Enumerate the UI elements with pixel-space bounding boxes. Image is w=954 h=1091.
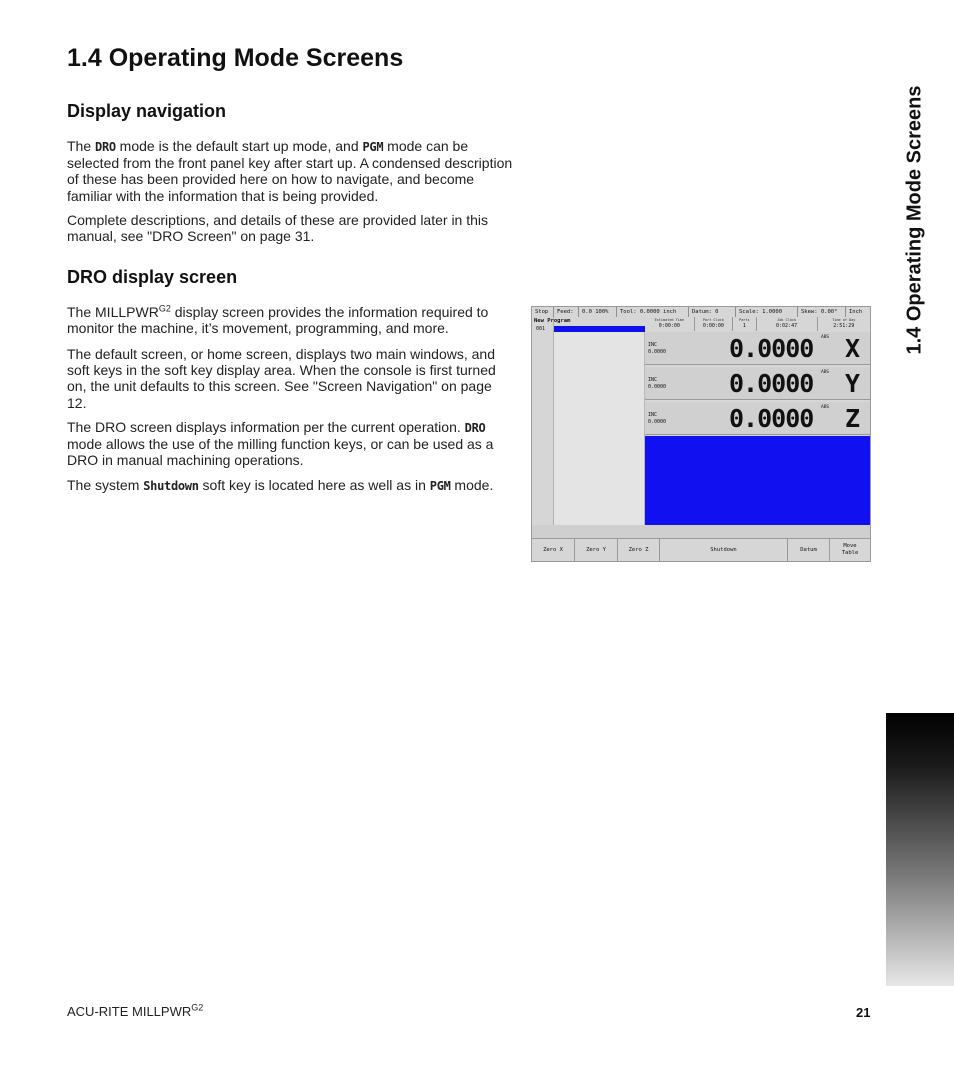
- info-job-clock: Job Clock 0:02:47: [757, 317, 818, 331]
- softkey-datum[interactable]: Datum: [788, 539, 830, 561]
- status-feed-value: 0.0 100%: [579, 307, 617, 317]
- status-stop: Stop: [532, 307, 554, 317]
- pgm-keyword: PGM: [429, 479, 451, 493]
- softkey-move-table[interactable]: Move Table: [841, 543, 859, 556]
- axis-value-x: 0.0000: [729, 334, 814, 363]
- dro-paragraph-3: The DRO screen displays information per the current operation. DRO mode allows the use of the milling function keys, or can be used as a DRO in manual machining operations.: [67, 419, 494, 469]
- nav-paragraph-2: Complete descriptions, and details of these are provided later in this manual, see "DRO Screen" on page 31.: [67, 212, 489, 245]
- status-feed-label: Feed:: [554, 307, 579, 317]
- status-skew: Skew: 0.00°: [798, 307, 846, 317]
- graphics-window: [645, 436, 870, 525]
- program-line-number: 001: [536, 326, 546, 332]
- info-bar: [645, 317, 870, 331]
- axis-letter-y: Y: [845, 369, 861, 398]
- program-line-column: [532, 317, 554, 525]
- section-title: 1.4 Operating Mode Screens: [67, 44, 404, 72]
- inc-display-y: INC 0.0000: [648, 377, 667, 390]
- dro-paragraph-4: The system Shutdown soft key is located here as well as in PGM mode.: [67, 477, 494, 493]
- nav-paragraph-1: The DRO mode is the default start up mode, and PGM mode can be selected from the front panel key after start up. A condensed description of these has been provided here on how to navigate, and become familiar with the information that is being provided.: [67, 138, 513, 204]
- display-navigation-heading: Display navigation: [67, 101, 227, 121]
- softkey-zero-y[interactable]: Zero Y: [575, 539, 618, 561]
- dro-display-screen-heading: DRO display screen: [67, 267, 238, 287]
- dro-paragraph-1: The $MILLPWR^{G2}$ display screen provides the information required to monitor the machine, it’s movement, programming, and more.: [67, 303, 489, 337]
- inc-display-z: INC 0.0000: [648, 412, 667, 425]
- shutdown-keyword: Shutdown: [143, 479, 199, 493]
- softkey-zero-x[interactable]: Zero X: [532, 539, 575, 561]
- axis-row-z: [645, 402, 870, 435]
- footer-product: ACU-RITE $MILLPWR^{G2}$: [67, 1002, 204, 1019]
- softkey-separator: [532, 525, 870, 538]
- axis-value-z: 0.0000: [729, 404, 814, 433]
- info-part-clock: Part Clock 0:00:00: [695, 317, 733, 331]
- program-title: New Program: [534, 318, 571, 324]
- softkey-bar: [532, 538, 870, 561]
- abs-label-z: ABS: [821, 405, 830, 410]
- softkey-shutdown[interactable]: Shutdown: [660, 539, 788, 561]
- status-bar: [532, 307, 870, 317]
- axis-row-y: [645, 367, 870, 400]
- status-datum: Datum: 0: [689, 307, 736, 317]
- info-parts: Parts 1: [733, 317, 756, 331]
- page-number: 21: [856, 1005, 871, 1020]
- axis-row-x: [645, 332, 870, 365]
- status-tool: Tool: 0.0000 inch: [617, 307, 689, 317]
- info-time-of-day: Time of Day 2:51:29: [832, 318, 856, 329]
- axis-letter-z: Z: [845, 404, 861, 433]
- pgm-keyword: PGM: [362, 140, 384, 154]
- side-tab-title: 1.4 Operating Mode Screens: [903, 85, 926, 355]
- side-tab-gradient: [886, 713, 954, 986]
- info-estimated-time: Estimated Time 0:00:00: [645, 317, 695, 331]
- axis-letter-x: X: [845, 334, 861, 363]
- dro-paragraph-2: The default screen, or home screen, displays two main windows, and soft keys in the soft key display area. When the console is first turned on, the unit defaults to this screen. See "Screen Navigation" on page 12.: [67, 346, 496, 411]
- dro-keyword: DRO: [95, 140, 116, 154]
- status-scale: Scale: 1.0000: [736, 307, 798, 317]
- program-window: [554, 332, 645, 525]
- abs-label-y: ABS: [821, 370, 830, 375]
- inc-display-x: INC 0.0000: [648, 342, 667, 355]
- abs-label-x: ABS: [821, 335, 830, 340]
- status-units: Inch: [849, 309, 863, 315]
- dro-keyword: DRO: [464, 421, 486, 435]
- softkey-zero-z[interactable]: Zero Z: [618, 539, 660, 561]
- axis-value-y: 0.0000: [729, 369, 814, 398]
- dro-screen-screenshot: [531, 306, 871, 562]
